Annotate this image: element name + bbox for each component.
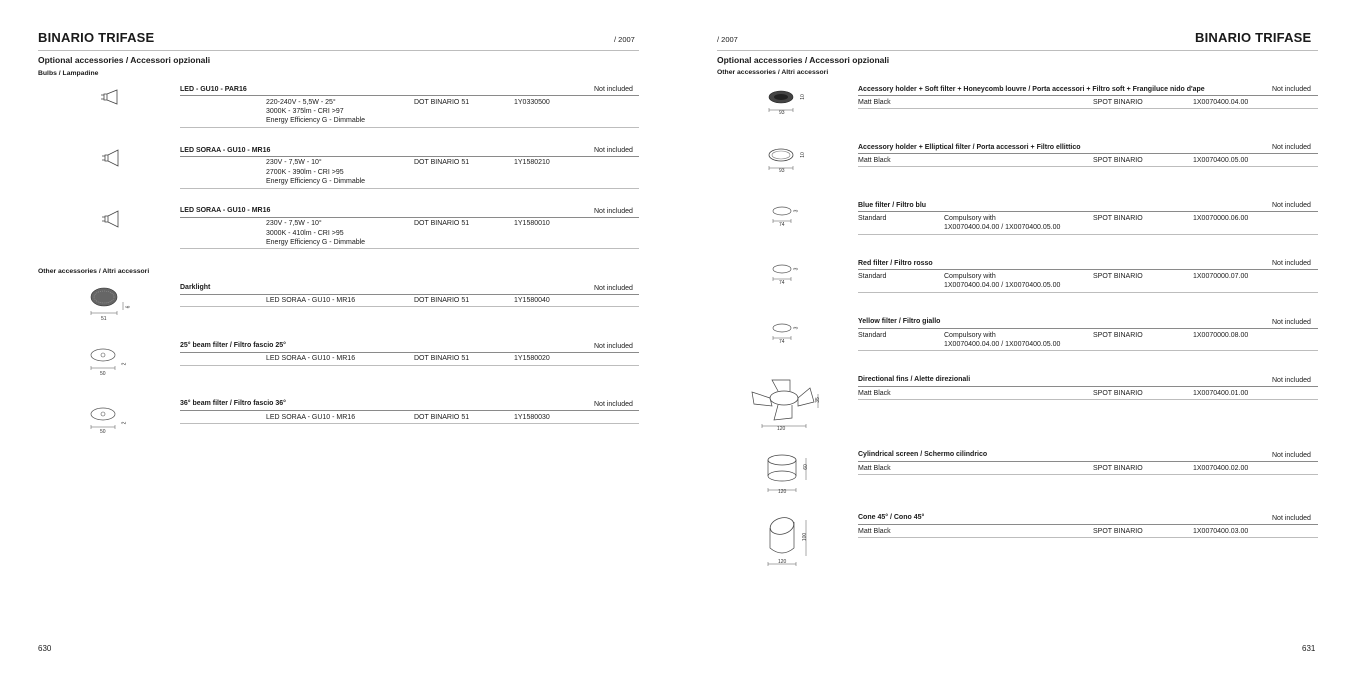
bulb-3-end-rule <box>180 248 639 249</box>
beam36-status: Not included <box>594 401 633 408</box>
bulb-2-compat: DOT BINARIO 51 <box>414 159 470 166</box>
beam36-rule <box>180 410 639 411</box>
item-5-name: Yellow filter / Filtro giallo <box>858 318 941 325</box>
item-1-name: Accessory holder + Soft filter + Honeycomb louvre / Porta accessori + Filtro soft + Frangiluce nido d'ape <box>858 86 1205 93</box>
darklight-desc: LED SORAA - GU10 - MR16 <box>266 297 356 304</box>
item-6-end-rule <box>858 399 1318 400</box>
bulb-3-compat: DOT BINARIO 51 <box>414 220 470 227</box>
item-7-dim-width: 120 <box>778 489 787 495</box>
bulb-1-desc-3: Energy Efficiency G - Dimmable <box>266 117 366 124</box>
bulb-2-ref: 1Y1580210 <box>514 159 550 166</box>
item-4-note-1: Compulsory with <box>944 273 996 280</box>
beam25-ref: 1Y1580020 <box>514 355 550 362</box>
beam25-compat: DOT BINARIO 51 <box>414 355 470 362</box>
item-4-rule <box>858 269 1318 270</box>
right-subtitle: Other accessories / Altri accessori <box>717 69 829 76</box>
item-7-dim-height: 60 <box>802 464 809 470</box>
item-1-ref: 1X0070400.04.00 <box>1193 99 1249 106</box>
item-3-compat: SPOT BINARIO <box>1093 215 1143 222</box>
item-2-status: Not included <box>1272 144 1311 151</box>
item-8-compat: SPOT BINARIO <box>1093 528 1143 535</box>
item-7-rule <box>858 461 1318 462</box>
item-1-end-rule <box>858 108 1318 109</box>
bulb-3-desc-3: Energy Efficiency G - Dimmable <box>266 239 366 246</box>
item-8-dim-width: 120 <box>778 559 787 565</box>
item-2-name: Accessory holder + Elliptical filter / Porta accessori + Filtro ellittico <box>858 144 1081 151</box>
item-3-end-rule <box>858 234 1318 235</box>
blue-filter-icon <box>770 204 810 230</box>
left-section-title: Optional accessories / Accessori opzionali <box>38 55 211 65</box>
item-8-status: Not included <box>1272 515 1311 522</box>
bulb-3-desc-1: 230V - 7,5W - 10° <box>266 220 322 227</box>
item-2-compat: SPOT BINARIO <box>1093 157 1143 164</box>
left-collection-code: / 2007 <box>614 35 635 44</box>
left-other-subtitle: Other accessories / Altri accessori <box>38 268 150 275</box>
item-6-compat: SPOT BINARIO <box>1093 390 1143 397</box>
cylindrical-screen-icon <box>762 452 814 496</box>
beam25-dim-width: 50 <box>100 371 106 377</box>
accessory-holder-honeycomb-icon <box>766 88 810 118</box>
darklight-ref: 1Y1580040 <box>514 297 550 304</box>
bulb-2-status: Not included <box>594 147 633 154</box>
darklight-end-rule <box>180 306 639 307</box>
item-6-dim-height: 35 <box>814 397 821 403</box>
beam36-dim-height: 2 <box>121 421 128 425</box>
item-2-ref: 1X0070400.05.00 <box>1193 157 1249 164</box>
item-2-end-rule <box>858 166 1318 167</box>
item-5-end-rule <box>858 350 1318 351</box>
accessory-holder-elliptical-icon <box>766 146 810 176</box>
item-4-ref: 1X0070000.07.00 <box>1193 273 1249 280</box>
item-5-dim-width: 74 <box>779 339 785 345</box>
item-7-status: Not included <box>1272 452 1311 459</box>
left-brand-title: BINARIO TRIFASE <box>38 30 155 45</box>
bulb-2-name: LED SORAA - GU10 - MR16 <box>180 147 271 154</box>
beam36-dim-width: 50 <box>100 429 106 435</box>
bulb-2-desc-1: 230V - 7,5W - 10° <box>266 159 322 166</box>
item-2-dim-height: 10 <box>799 152 806 158</box>
item-6-dim-width: 120 <box>777 426 786 432</box>
item-3-note-1: Compulsory with <box>944 215 996 222</box>
item-7-finish: Matt Black <box>858 465 891 472</box>
item-3-dim-height: 3 <box>793 209 800 213</box>
item-7-name: Cylindrical screen / Schermo cilindrico <box>858 451 988 458</box>
bulb-2-desc-2: 2700K - 390lm - CRI >95 <box>266 169 344 176</box>
bulb-1-name: LED - GU10 - PAR16 <box>180 86 247 93</box>
item-3-dim-width: 74 <box>779 222 785 228</box>
left-header-rule <box>38 50 639 51</box>
bulb-3-name: LED SORAA - GU10 - MR16 <box>180 207 271 214</box>
item-6-ref: 1X0070400.01.00 <box>1193 390 1249 397</box>
item-8-name: Cone 45° / Cono 45° <box>858 514 925 521</box>
item-5-note-2: 1X0070400.04.00 / 1X0070400.05.00 <box>944 341 1061 348</box>
led-mr16-bulb-icon-2 <box>99 210 121 228</box>
bulbs-subtitle: Bulbs / Lampadine <box>38 70 99 77</box>
item-4-compat: SPOT BINARIO <box>1093 273 1143 280</box>
right-brand-title: BINARIO TRIFASE <box>1195 30 1312 45</box>
item-3-note-2: 1X0070400.04.00 / 1X0070400.05.00 <box>944 224 1061 231</box>
darklight-dim-width: 51 <box>101 316 107 322</box>
darklight-name: Darklight <box>180 284 211 291</box>
bulb-3-ref: 1Y1580010 <box>514 220 550 227</box>
bulb-1-desc-2: 3000K - 375lm - CRI >97 <box>266 108 344 115</box>
item-1-rule <box>858 95 1318 96</box>
item-5-compat: SPOT BINARIO <box>1093 332 1143 339</box>
bulb-1-compat: DOT BINARIO 51 <box>414 99 470 106</box>
item-8-finish: Matt Black <box>858 528 891 535</box>
bulb-2-desc-3: Energy Efficiency G - Dimmable <box>266 178 366 185</box>
beam25-name: 25° beam filter / Filtro fascio 25° <box>180 342 286 349</box>
item-7-end-rule <box>858 474 1318 475</box>
item-5-finish: Standard <box>858 332 887 339</box>
item-5-rule <box>858 328 1318 329</box>
darklight-rule <box>180 294 639 295</box>
item-2-dim-width: 93 <box>779 168 785 174</box>
darklight-honeycomb-icon <box>88 286 134 320</box>
yellow-filter-icon <box>770 321 810 347</box>
right-collection-code: / 2007 <box>717 35 738 44</box>
item-6-finish: Matt Black <box>858 390 891 397</box>
bulb-3-status: Not included <box>594 208 633 215</box>
beam25-end-rule <box>180 365 639 366</box>
darklight-status: Not included <box>594 285 633 292</box>
item-6-name: Directional fins / Alette direzionali <box>858 376 971 383</box>
led-par16-bulb-icon <box>98 88 120 106</box>
item-4-name: Red filter / Filtro rosso <box>858 260 933 267</box>
left-page-number: 630 <box>38 644 52 653</box>
item-8-dim-height: 100 <box>802 532 809 542</box>
directional-fins-icon <box>748 376 828 432</box>
item-1-compat: SPOT BINARIO <box>1093 99 1143 106</box>
beam-filter-25-icon <box>88 346 132 376</box>
item-4-dim-height: 3 <box>793 267 800 271</box>
bulb-1-ref: 1Y0330500 <box>514 99 550 106</box>
item-4-finish: Standard <box>858 273 887 280</box>
bulb-1-end-rule <box>180 127 639 128</box>
item-7-ref: 1X0070400.02.00 <box>1193 465 1249 472</box>
item-3-finish: Standard <box>858 215 887 222</box>
bulb-2-rule <box>180 156 639 157</box>
bulb-3-rule <box>180 217 639 218</box>
item-1-dim-width: 93 <box>779 110 785 116</box>
item-8-ref: 1X0070400.03.00 <box>1193 528 1249 535</box>
beam36-end-rule <box>180 423 639 424</box>
beam25-rule <box>180 352 639 353</box>
item-3-name: Blue filter / Filtro blu <box>858 202 927 209</box>
item-8-end-rule <box>858 537 1318 538</box>
item-5-dim-height: 3 <box>793 326 800 330</box>
bulb-1-status: Not included <box>594 86 633 93</box>
item-3-rule <box>858 211 1318 212</box>
beam-filter-36-icon <box>88 405 132 435</box>
beam36-desc: LED SORAA - GU10 - MR16 <box>266 414 356 421</box>
item-1-dim-height: 10 <box>799 94 806 100</box>
item-4-end-rule <box>858 292 1318 293</box>
item-5-ref: 1X0070000.08.00 <box>1193 332 1249 339</box>
beam25-desc: LED SORAA - GU10 - MR16 <box>266 355 356 362</box>
item-3-ref: 1X0070000.06.00 <box>1193 215 1249 222</box>
right-page-number: 631 <box>1302 644 1316 653</box>
item-5-note-1: Compulsory with <box>944 332 996 339</box>
item-8-rule <box>858 524 1318 525</box>
bulb-2-end-rule <box>180 188 639 189</box>
beam25-dim-height: 2 <box>121 362 128 366</box>
bulb-1-rule <box>180 95 639 96</box>
right-section-title: Optional accessories / Accessori opzionali <box>717 55 890 65</box>
item-4-status: Not included <box>1272 260 1311 267</box>
bulb-3-desc-2: 3000K - 410lm - CRI >95 <box>266 230 344 237</box>
darklight-dim-height: 6 <box>125 305 132 309</box>
beam25-status: Not included <box>594 343 633 350</box>
item-7-compat: SPOT BINARIO <box>1093 465 1143 472</box>
beam36-name: 36° beam filter / Filtro fascio 36° <box>180 400 286 407</box>
item-6-rule <box>858 386 1318 387</box>
item-1-finish: Matt Black <box>858 99 891 106</box>
right-header-rule <box>717 50 1318 51</box>
darklight-compat: DOT BINARIO 51 <box>414 297 470 304</box>
beam36-compat: DOT BINARIO 51 <box>414 414 470 421</box>
item-2-rule <box>858 153 1318 154</box>
item-6-status: Not included <box>1272 377 1311 384</box>
item-5-status: Not included <box>1272 319 1311 326</box>
bulb-1-desc-1: 220-240V - 5,5W - 25° <box>266 99 336 106</box>
item-4-note-2: 1X0070400.04.00 / 1X0070400.05.00 <box>944 282 1061 289</box>
item-1-status: Not included <box>1272 86 1311 93</box>
item-3-status: Not included <box>1272 202 1311 209</box>
item-4-dim-width: 74 <box>779 280 785 286</box>
item-2-finish: Matt Black <box>858 157 891 164</box>
red-filter-icon <box>770 262 810 288</box>
led-mr16-bulb-icon <box>99 149 121 167</box>
cone-45-icon <box>762 514 814 570</box>
beam36-ref: 1Y1580030 <box>514 414 550 421</box>
